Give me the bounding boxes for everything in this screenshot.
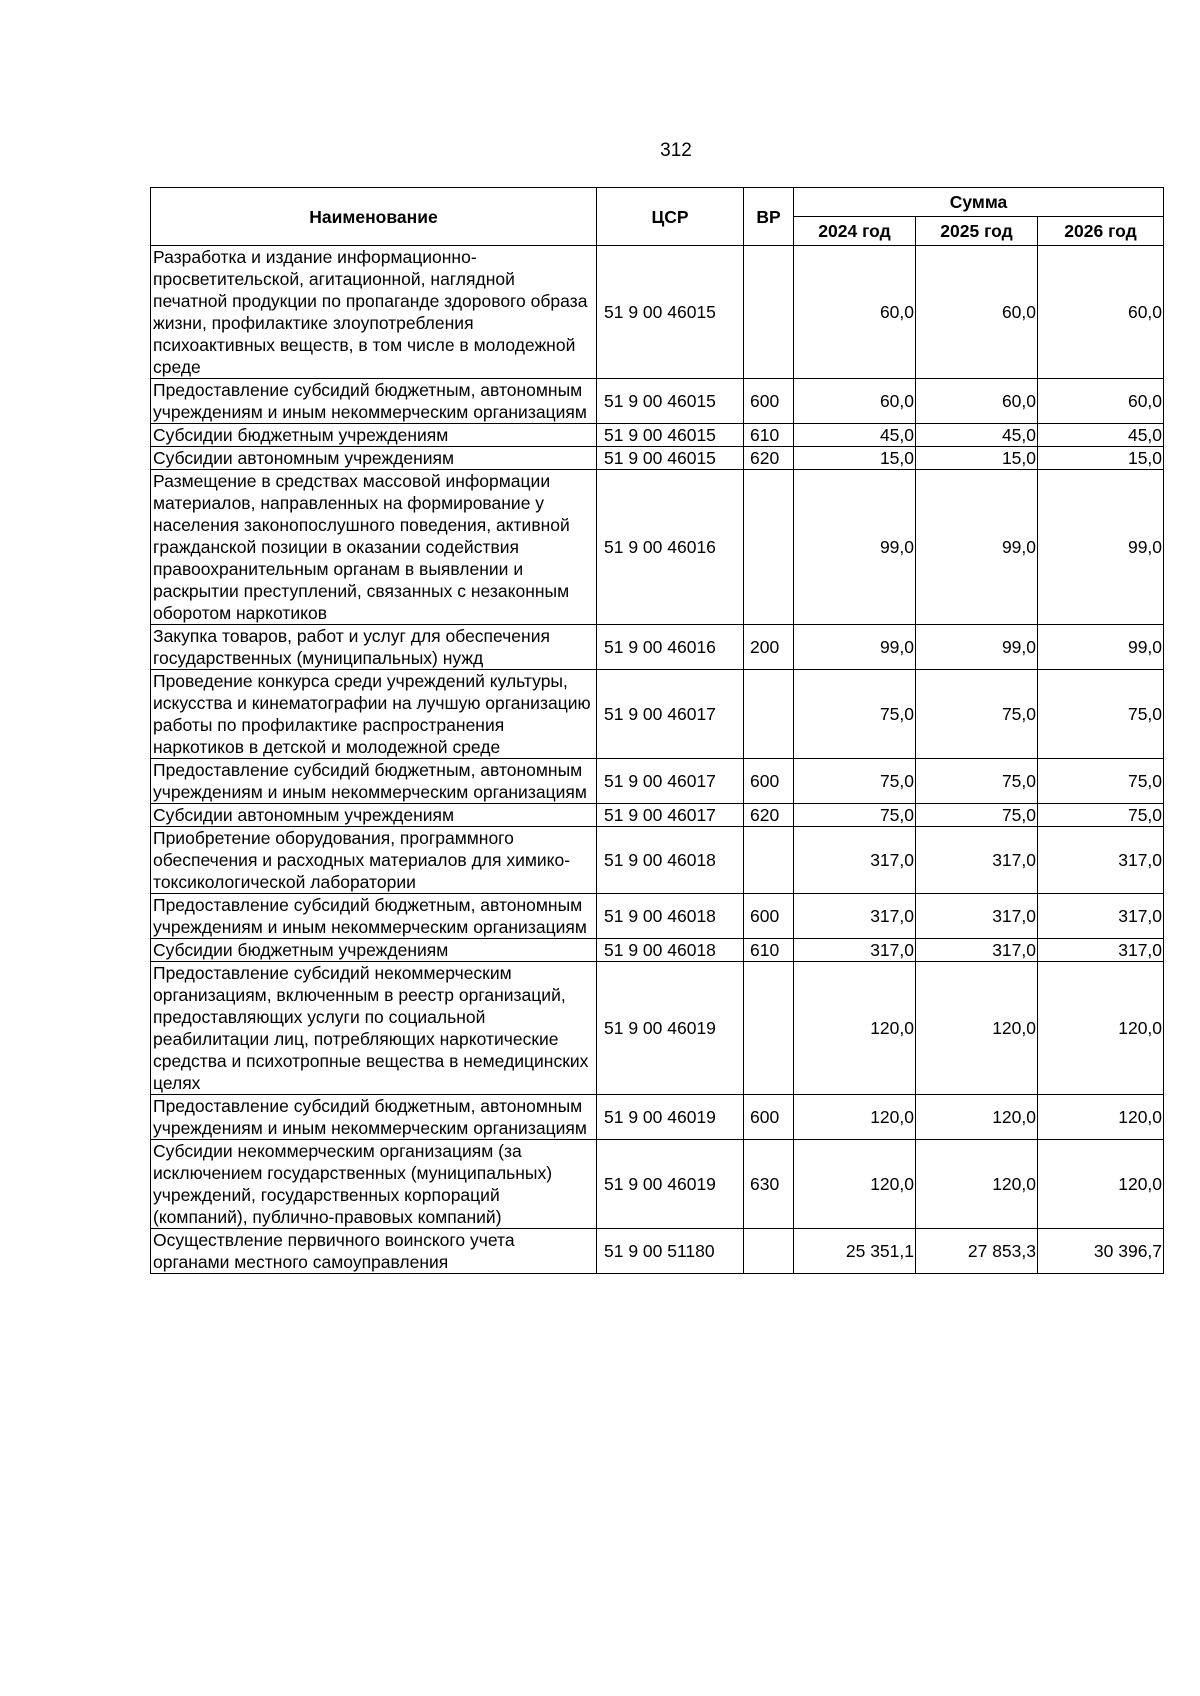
row-sum-2025: 99,0 [916, 470, 1038, 625]
row-csr: 51 9 00 46016 [597, 625, 744, 670]
row-csr: 51 9 00 46018 [597, 827, 744, 894]
row-name: Субсидии некоммерческим организациям (за исключением государственных (муниципальных) учреждений, государственных корпораций (компаний), публично-правовых компаний) [151, 1140, 597, 1229]
row-vr [744, 470, 794, 625]
row-name: Субсидии автономным учреждениям [151, 804, 597, 827]
row-name: Осуществление первичного воинского учета органами местного самоуправления [151, 1229, 597, 1274]
row-sum-2024: 60,0 [794, 379, 916, 424]
row-vr [744, 962, 794, 1095]
row-csr: 51 9 00 51180 [597, 1229, 744, 1274]
row-name: Предоставление субсидий бюджетным, автономным учреждениям и иным некоммерческим организациям [151, 894, 597, 939]
row-sum-2025: 60,0 [916, 379, 1038, 424]
row-sum-2025: 120,0 [916, 1140, 1038, 1229]
table-row [151, 894, 1164, 939]
row-sum-2026: 15,0 [1038, 447, 1164, 470]
row-sum-2025: 317,0 [916, 894, 1038, 939]
row-sum-2024: 317,0 [794, 894, 916, 939]
table-row [151, 1140, 1164, 1229]
row-name: Предоставление субсидий бюджетным, автономным учреждениям и иным некоммерческим организациям [151, 1095, 597, 1140]
row-sum-2026: 45,0 [1038, 424, 1164, 447]
row-csr: 51 9 00 46018 [597, 939, 744, 962]
budget-table [150, 187, 1164, 1274]
row-sum-2025: 317,0 [916, 827, 1038, 894]
row-vr: 620 [744, 804, 794, 827]
row-csr: 51 9 00 46015 [597, 246, 744, 379]
row-sum-2025: 75,0 [916, 670, 1038, 759]
row-csr: 51 9 00 46017 [597, 804, 744, 827]
row-csr: 51 9 00 46019 [597, 1140, 744, 1229]
row-csr: 51 9 00 46015 [597, 379, 744, 424]
table-row [151, 625, 1164, 670]
row-sum-2026: 99,0 [1038, 625, 1164, 670]
table-row [151, 804, 1164, 827]
row-sum-2024: 120,0 [794, 1095, 916, 1140]
row-vr: 600 [744, 1095, 794, 1140]
row-sum-2026: 317,0 [1038, 827, 1164, 894]
row-csr: 51 9 00 46017 [597, 670, 744, 759]
row-sum-2024: 120,0 [794, 962, 916, 1095]
table-row [151, 962, 1164, 1095]
row-sum-2026: 75,0 [1038, 759, 1164, 804]
header-year-2025: 2025 год [916, 217, 1038, 246]
table-row [151, 246, 1164, 379]
row-sum-2025: 75,0 [916, 759, 1038, 804]
row-sum-2026: 120,0 [1038, 1140, 1164, 1229]
row-sum-2024: 75,0 [794, 759, 916, 804]
row-sum-2025: 120,0 [916, 962, 1038, 1095]
table-row [151, 424, 1164, 447]
header-csr: ЦСР [597, 188, 744, 246]
table-row [151, 1095, 1164, 1140]
row-sum-2024: 120,0 [794, 1140, 916, 1229]
table-row [151, 447, 1164, 470]
row-sum-2026: 30 396,7 [1038, 1229, 1164, 1274]
row-sum-2026: 60,0 [1038, 246, 1164, 379]
page-number: 312 [660, 140, 692, 161]
table-row [151, 759, 1164, 804]
row-sum-2026: 99,0 [1038, 470, 1164, 625]
row-csr: 51 9 00 46017 [597, 759, 744, 804]
row-sum-2025: 15,0 [916, 447, 1038, 470]
row-csr: 51 9 00 46015 [597, 424, 744, 447]
row-sum-2024: 15,0 [794, 447, 916, 470]
header-year-2026: 2026 год [1038, 217, 1164, 246]
row-sum-2024: 45,0 [794, 424, 916, 447]
row-vr: 600 [744, 894, 794, 939]
row-vr: 630 [744, 1140, 794, 1229]
row-sum-2025: 75,0 [916, 804, 1038, 827]
row-name: Предоставление субсидий бюджетным, автономным учреждениям и иным некоммерческим организациям [151, 379, 597, 424]
row-sum-2024: 25 351,1 [794, 1229, 916, 1274]
table-row [151, 670, 1164, 759]
row-name: Закупка товаров, работ и услуг для обеспечения государственных (муниципальных) нужд [151, 625, 597, 670]
header-name: Наименование [151, 188, 597, 246]
row-vr [744, 246, 794, 379]
row-csr: 51 9 00 46019 [597, 962, 744, 1095]
table-row [151, 379, 1164, 424]
row-sum-2025: 120,0 [916, 1095, 1038, 1140]
row-vr: 610 [744, 939, 794, 962]
row-sum-2026: 60,0 [1038, 379, 1164, 424]
row-name: Проведение конкурса среди учреждений культуры, искусства и кинематографии на лучшую организацию работы по профилактике распространения наркотиков в детской и молодежной среде [151, 670, 597, 759]
row-sum-2025: 45,0 [916, 424, 1038, 447]
header-year-2024: 2024 год [794, 217, 916, 246]
row-vr: 600 [744, 759, 794, 804]
row-csr: 51 9 00 46019 [597, 1095, 744, 1140]
row-name: Разработка и издание информационно-просветительской, агитационной, наглядной печатной продукции по пропаганде здорового образа жизни, профилактике злоупотребления психоактивных веществ, в том числе в молодежной среде [151, 246, 597, 379]
row-name: Предоставление субсидий бюджетным, автономным учреждениям и иным некоммерческим организациям [151, 759, 597, 804]
row-sum-2026: 120,0 [1038, 962, 1164, 1095]
row-sum-2024: 317,0 [794, 827, 916, 894]
row-sum-2024: 75,0 [794, 670, 916, 759]
row-name: Приобретение оборудования, программного обеспечения и расходных материалов для химико-токсикологической лаборатории [151, 827, 597, 894]
table-row [151, 1229, 1164, 1274]
row-vr: 610 [744, 424, 794, 447]
row-sum-2026: 75,0 [1038, 670, 1164, 759]
row-csr: 51 9 00 46015 [597, 447, 744, 470]
header-vr: ВР [744, 188, 794, 246]
row-name: Субсидии автономным учреждениям [151, 447, 597, 470]
row-sum-2024: 60,0 [794, 246, 916, 379]
table-body [151, 246, 1164, 1274]
row-sum-2026: 120,0 [1038, 1095, 1164, 1140]
table-row [151, 827, 1164, 894]
row-vr: 600 [744, 379, 794, 424]
row-sum-2026: 317,0 [1038, 939, 1164, 962]
table-row [151, 939, 1164, 962]
header-sum: Сумма [794, 188, 1164, 217]
row-sum-2026: 317,0 [1038, 894, 1164, 939]
row-vr [744, 827, 794, 894]
row-vr [744, 1229, 794, 1274]
row-name: Размещение в средствах массовой информации материалов, направленных на формирование у населения законопослушного поведения, активной гражданской позиции в оказании содействия правоохранительным органам в выявлении и раскрытии преступлений, связанных с незаконным оборотом наркотиков [151, 470, 597, 625]
table-row [151, 470, 1164, 625]
row-sum-2025: 27 853,3 [916, 1229, 1038, 1274]
row-sum-2024: 99,0 [794, 470, 916, 625]
row-sum-2025: 99,0 [916, 625, 1038, 670]
row-name: Предоставление субсидий некоммерческим организациям, включенным в реестр организаций, предоставляющих услуги по социальной реабилитации лиц, потребляющих наркотические средства и психотропные вещества в немедицинских целях [151, 962, 597, 1095]
row-sum-2024: 317,0 [794, 939, 916, 962]
row-vr: 200 [744, 625, 794, 670]
row-vr [744, 670, 794, 759]
row-sum-2024: 75,0 [794, 804, 916, 827]
row-vr: 620 [744, 447, 794, 470]
row-name: Субсидии бюджетным учреждениям [151, 939, 597, 962]
table-header [151, 188, 1164, 246]
row-sum-2026: 75,0 [1038, 804, 1164, 827]
row-sum-2024: 99,0 [794, 625, 916, 670]
row-sum-2025: 317,0 [916, 939, 1038, 962]
row-name: Субсидии бюджетным учреждениям [151, 424, 597, 447]
row-csr: 51 9 00 46016 [597, 470, 744, 625]
row-sum-2025: 60,0 [916, 246, 1038, 379]
row-csr: 51 9 00 46018 [597, 894, 744, 939]
